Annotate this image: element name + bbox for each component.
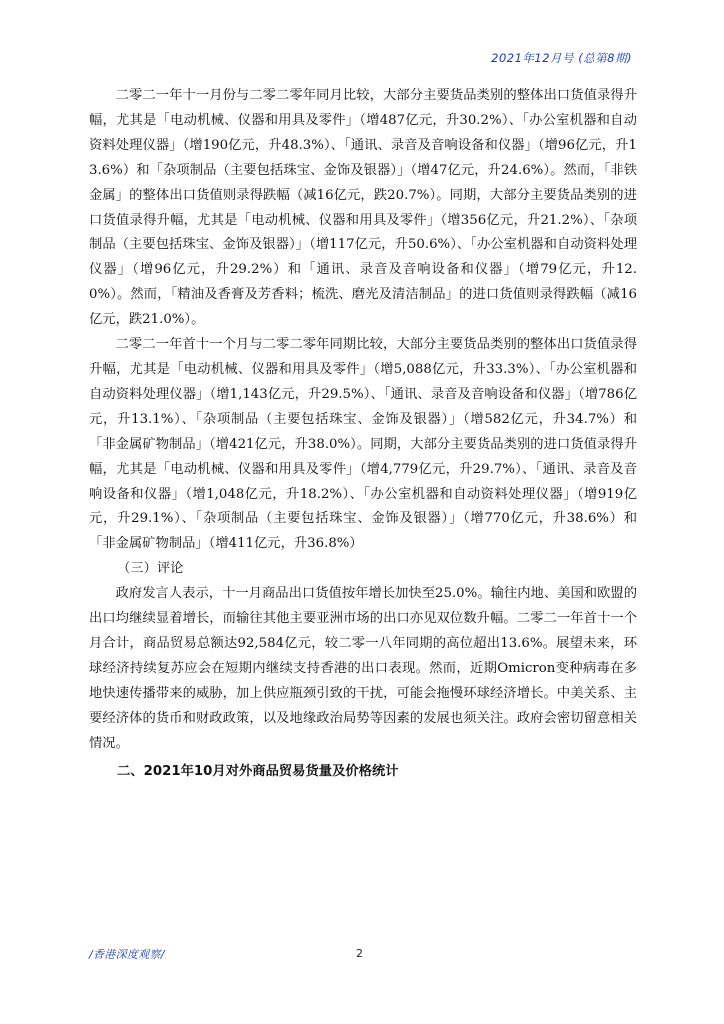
paragraph-eleven-month-comparison: 二零二一年首十一个月与二零二零年同期比较，大部分主要货品类别的整体出口货值录得升幅，尤其是「电动机械、仪器和用具及零件」（增5,088亿元，升33.3%）、「办公室机器和自动资料处理仪器」（增1,143亿元，升29.5%）、「通讯、录音及音响设备和仪器」（增786亿元，升13.1%）、「杂项制品（主要包括珠宝、金饰及银器）」（增582亿元，升34.7%）和「非金属矿物制品」（增421亿元，升38.0%）。同期，大部分主要货品类别的进口货值录得升幅，尤其是「电动机械、仪器和用具及零件」（增4,779亿元，升29.7%）、「通讯、录音及音响设备和仪器」（增1,048亿元，升18.2%）、「办公室机器和自动资料处理仪器」（增919亿元，升29.1%）、「杂项制品（主要包括珠宝、金饰及银器）」（增770亿元，升38.6%）和「非金属矿物制品」（增411亿元，升36.8%） (89, 337, 637, 552)
subsection-heading-commentary: （三）评论 (117, 561, 184, 577)
paragraph-november-comparison: 二零二一年十一月份与二零二零年同月比较，大部分主要货品类别的整体出口货值录得升幅，尤其是「电动机械、仪器和用具及零件」（增487亿元，升30.2%）、「办公室机器和自动资料处理仪器」（增190亿元，升48.3%）、「通讯、录音及音响设备和仪器」（增96亿元，升13.6%）和「杂项制品（主要包括珠宝、金饰及银器）」（增47亿元，升24.6%）。然而，「非铁金属」的整体出口货值则录得跌幅（减16亿元，跌20.7%）。同期，大部分主要货品类别的进口货值录得升幅，尤其是「电动机械、仪器和用具及零件」（增356亿元，升21.2%）、「杂项制品（主要包括珠宝、金饰及银器）」（增117亿元，升50.6%）、「办公室机器和自动资料处理仪器」（增96亿元，升29.2%）和「通讯、录音及音响设备和仪器」（增79亿元，升12.0%）。然而，「精油及香膏及芳香料；梳洗、磨光及清洁制品」的进口货值则录得跌幅（减16亿元，跌21.0%）。 (89, 88, 637, 328)
issue-header: 2021年12月号 (总第8期) (491, 51, 632, 65)
paragraph-commentary: 政府发言人表示，十一月商品出口货值按年增长加快至25.0%。输往内地、美国和欧盟的出口均继续显着增长，而输往其他主要亚洲市场的出口亦见双位数升幅。二零二一年首十一个月合计，商品贸易总额达92,584亿元，较二零一八年同期的高位超出13.6%。展望未来，环球经济持续复苏应会在短期内继续支持香港的出口表现。然而，近期Omicron变种病毒在多地快速传播带来的威胁，加上供应瓶颈引致的干扰，可能会拖慢环球经济增长。中美关系、主要经济体的货币和财政政策，以及地缘政治局势等因素的发展也须关注。政府会密切留意相关情况。 (89, 586, 637, 751)
section-heading-volume-price: 二、2021年10月对外商品贸易货量及价格统计 (117, 764, 399, 780)
document-body (89, 84, 637, 785)
page-number: 2 (356, 947, 363, 960)
footer-brand: /香港深度观察/ (89, 948, 165, 961)
